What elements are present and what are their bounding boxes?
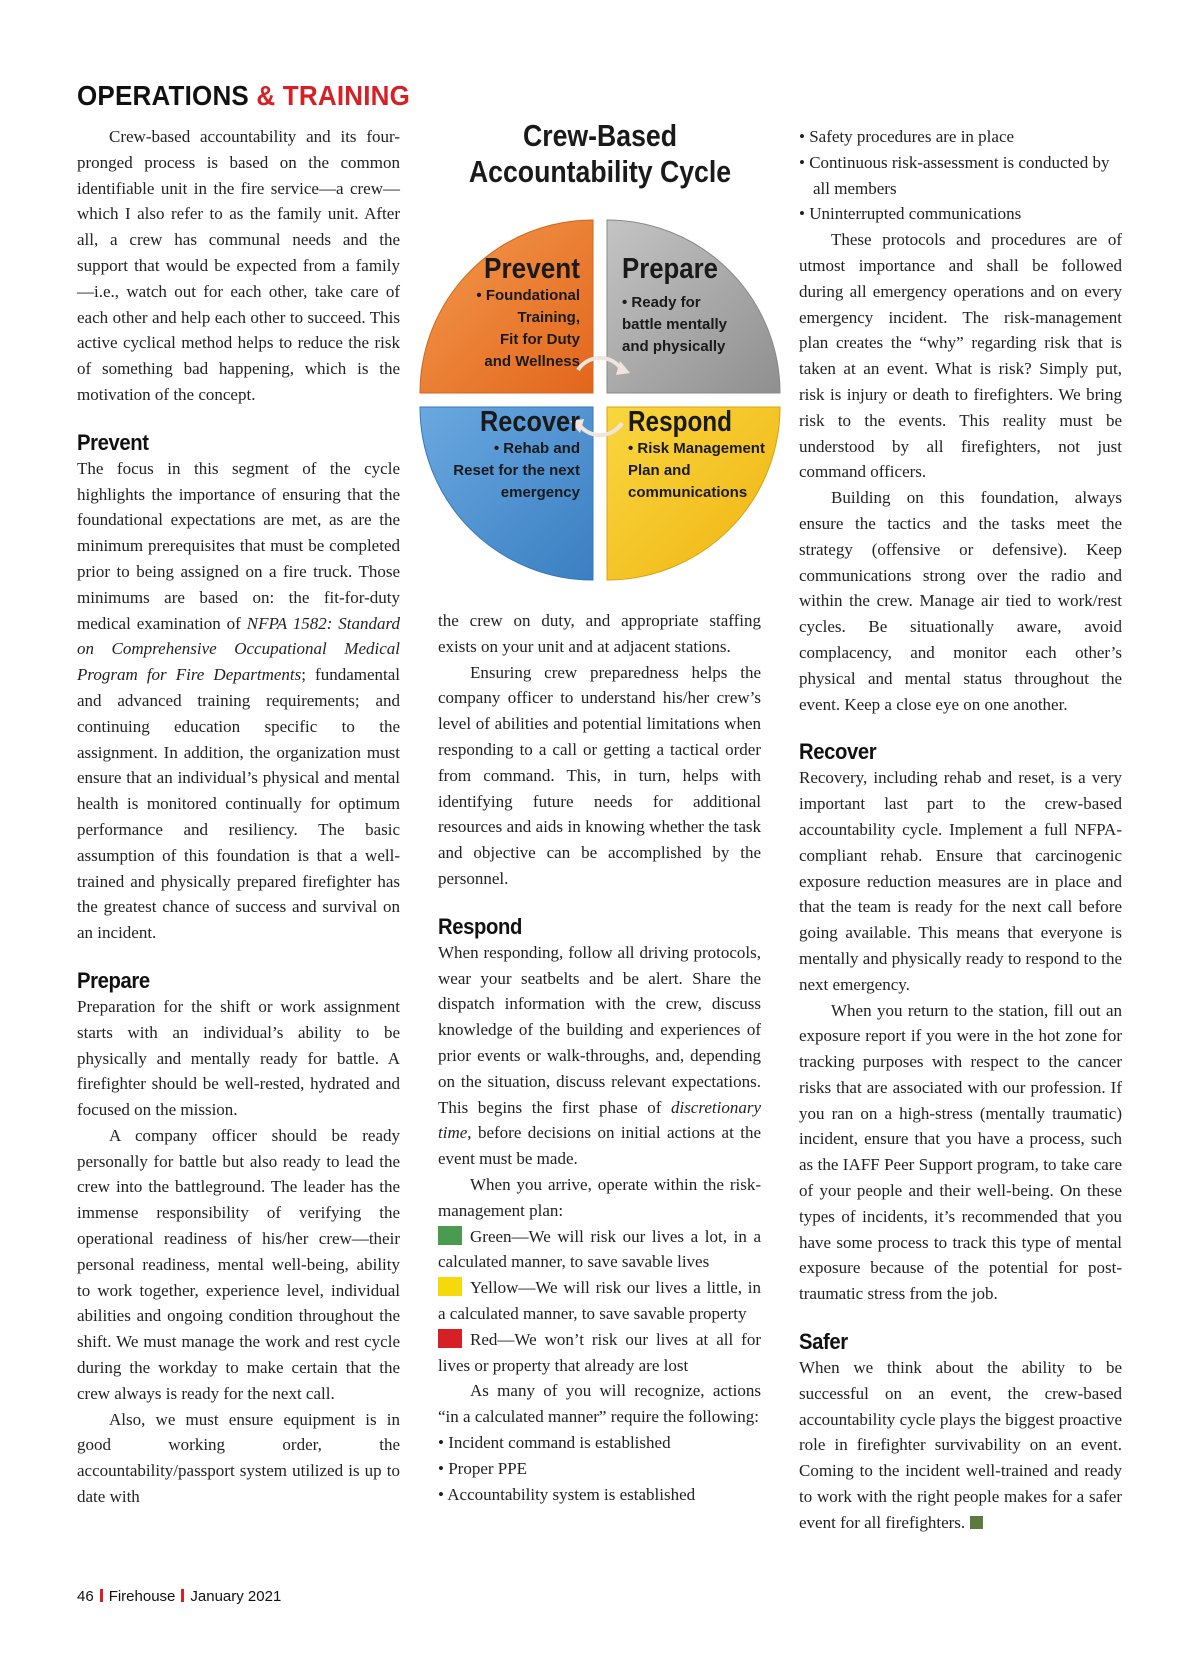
end-of-article-mark-icon: [970, 1516, 983, 1529]
respond-line3: communications: [628, 484, 748, 501]
prepare-paragraph-2: A company officer should be ready personally for battle but also ready to lead the crew into the battleground. The leader has the immense responsibility of verifying the operational readiness of his/her crew—their personal readiness, mental well-being, ability to work together, experience level, individual abilities and ongoing condition throughout the shift. We must manage the work and rest cycle during the workday to make certain that the crew always is ready for the next call.: [77, 1125, 400, 1403]
prevent-text-a: The focus in this segment of the cycle highlights the importance of ensuring that the foundational expectations are met, as are the minimum prerequisites that must be completed prior to being assigned on a fire truck. Those minimums are based on: the fit-for-duty medical examination of: [77, 458, 400, 633]
respond-paragraph: [438, 940, 761, 1172]
recover-line1: • Rehab and: [493, 440, 580, 457]
recover-paragraph-2: When you return to the station, fill out an exposure report if you were in the hot zone for tracking purposes with respect to the cancer risks that are associated with our profession. If you ran on a high-stress (mentally traumatic) incident, ensure that you have a process, such as the IAFF Peer Support program, to take care of your people and their well-being. On these types of incidents, it’s recommended that you have some process to track this type of mental exposure because of the potential for post-traumatic stress from the job.: [799, 1000, 1122, 1304]
prepare-line3: and physically: [622, 338, 726, 355]
recover-title: Recover: [480, 406, 580, 438]
bullet-proper-ppe: • Proper PPE: [438, 1458, 528, 1478]
section-header-operations: OPERATIONS: [77, 80, 257, 112]
bullet-risk-assessment: • Continuous risk-assessment is conducted by all members: [799, 152, 1110, 198]
prepare-paragraph-3: Also, we must ensure equipment is in good working order, the accountability/passport system utilized is up to date with: [77, 1409, 400, 1507]
risk-red-item: [438, 1327, 761, 1379]
discretionary-time-term: discretionary time: [438, 1097, 761, 1143]
prevent-paragraph: [77, 456, 400, 946]
safer-heading: Safer: [799, 1329, 848, 1355]
respond-text-b: , before decisions on initial actions at the event must be made.: [438, 1123, 761, 1169]
foundation-paragraph: Building on this foundation, always ensure the tactics and the tasks meet the strategy (offensive or defensive). Keep communications strong over the radio and within the crew. Manage air tied to work/rest cycles. Be situationally aware, avoid complacency, and monitor each other’s physical and mental status throughout the event. Keep a close eye on one another.: [799, 488, 1122, 714]
risk-green-item: [438, 1224, 761, 1276]
column-1: [77, 124, 400, 1510]
bullet-incident-command: • Incident command is established: [438, 1432, 671, 1452]
respond-text-a: When responding, follow all driving protocols, wear your seatbelts and be alert. Share the dispatch information with the crew, discuss knowledge of the building and experiences of prior events or walk-throughs, and, depending on the situation, discuss relevant expectations. This begins the first phase of: [438, 942, 761, 1117]
column-3: [799, 124, 1122, 1536]
prevent-text-b: ; fundamental and advanced training requirements; and continuing education specific to the assignment. In addition, the organization must ensure that an individual’s physical and mental health is monitored continually for optimum performance and resiliency. The basic assumption of this foundation is that a well-trained and physically prepared firefighter has the greatest chance of success and survival on an incident.: [77, 665, 400, 943]
diagram-title: [445, 118, 755, 190]
safer-paragraph: [799, 1355, 1122, 1536]
diagram-title-line2: Accountability Cycle: [468, 154, 732, 189]
recover-line3: emergency: [500, 484, 580, 501]
intro-paragraph: Crew-based accountability and its four-pronged process is based on the common identifiable unit in the fire service—a crew—which I also refer to as the family unit. After all, a crew has communal needs and the support that would be expected from a family—i.e., watch out for each other, take care of each other and help each other to succeed. This active cyclical method helps to reduce the risk of something bad happening, which is the motivation of the concept.: [77, 127, 400, 404]
prevent-heading: Prevent: [77, 429, 149, 455]
protocols-paragraph: These protocols and procedures are of utmost importance and shall be followed during all emergency operations and on every emergency incident. The risk-management plan creates the “why” regarding risk that is taken at an event. What is risk? Simply put, risk is injury or death to firefighters. We bring risk to the events. This reality must be understood by all firefighters, not just command officers.: [799, 230, 1122, 482]
section-header-training: & TRAINING: [256, 80, 411, 112]
page-number: 46: [77, 1588, 94, 1605]
publication-name: Firehouse: [108, 1588, 176, 1605]
prevent-line2: Training,: [517, 309, 580, 326]
prepare-heading: Prepare: [77, 967, 150, 993]
prepare-line1: • Ready for: [622, 294, 701, 311]
risk-red-text: Red—We won’t risk our lives at all for lives or property that already are lost: [438, 1329, 761, 1375]
prepare-title: Prepare: [622, 253, 718, 285]
recover-line2: Reset for the next: [453, 462, 580, 479]
green-risk-swatch: [438, 1226, 462, 1245]
staffing-paragraph: the crew on duty, and appropriate staffing exists on your unit and at adjacent stations.: [438, 611, 761, 656]
bullet-accountability-system: • Accountability system is established: [438, 1484, 696, 1504]
issue-date: January 2021: [190, 1588, 282, 1605]
calculated-manner-paragraph: As many of you will recognize, actions “in a calculated manner” require the following:: [438, 1381, 761, 1427]
prepare-line2: battle mentally: [622, 316, 728, 333]
yellow-risk-swatch: [438, 1277, 462, 1296]
prevent-line1: • Foundational: [476, 287, 580, 304]
footer-divider: [181, 1589, 184, 1602]
diagram-title-line1: Crew-Based: [522, 118, 678, 153]
bullet-communications: • Uninterrupted communications: [799, 204, 1022, 224]
respond-line1: • Risk Management: [628, 440, 765, 457]
accountability-cycle-diagram: [400, 195, 800, 605]
risk-yellow-text: Yellow—We will risk our lives a little, in a calculated manner, to save savable property: [438, 1278, 761, 1323]
nfpa-standard-title: NFPA 1582: Standard on Comprehensive Occupational Medical Program for Fire Departments: [77, 613, 400, 685]
section-header: [77, 80, 410, 113]
risk-yellow-item: [438, 1275, 761, 1327]
risk-green-text: Green—We will risk our lives a lot, in a calculated manner, to save savable lives: [438, 1226, 761, 1272]
footer-divider: [100, 1589, 103, 1602]
prevent-line3: Fit for Duty: [500, 331, 580, 348]
prevent-title: Prevent: [484, 253, 581, 285]
recover-paragraph-1: Recovery, including rehab and reset, is a very important last part to the crew-based accountability cycle. Implement a full NFPA-compliant rehab. Ensure that carcinogenic exposure reduction measures are in place and that the team is ready for the next call before going available. This means that everyone is mentally and physically ready to respond to the next emergency.: [799, 768, 1122, 994]
recover-heading: Recover: [799, 739, 877, 765]
bullet-safety-procedures: • Safety procedures are in place: [799, 127, 1015, 146]
column-2: [438, 608, 761, 1507]
safer-text: When we think about the ability to be successful on an event, the crew-based accountability cycle plays the biggest proactive role in firefighter survivability on an event. Coming to the incident well-trained and ready to work with the right people makes for a safer event for all firefighters.: [799, 1358, 1122, 1532]
prevent-line4: and Wellness: [484, 353, 580, 370]
preparedness-paragraph: Ensuring crew preparedness helps the company officer to understand his/her crew’s level of abilities and potential limitations when responding to a call or getting a tactical order from command. This, in turn, helps with identifying future needs for additional resources and aids in knowing whether the task and objective can be accomplished by the personnel.: [438, 662, 761, 888]
respond-line2: Plan and: [628, 462, 691, 479]
respond-title: Respond: [628, 406, 732, 438]
page-footer: [77, 1588, 281, 1605]
red-risk-swatch: [438, 1329, 462, 1348]
arrive-paragraph: When you arrive, operate within the risk-management plan:: [438, 1174, 761, 1220]
prepare-paragraph-1: Preparation for the shift or work assignment starts with an individual’s ability to be physically and mentally ready for battle. A firefighter should be well-rested, hydrated and focused on the mission.: [77, 996, 400, 1120]
respond-heading: Respond: [438, 913, 523, 939]
